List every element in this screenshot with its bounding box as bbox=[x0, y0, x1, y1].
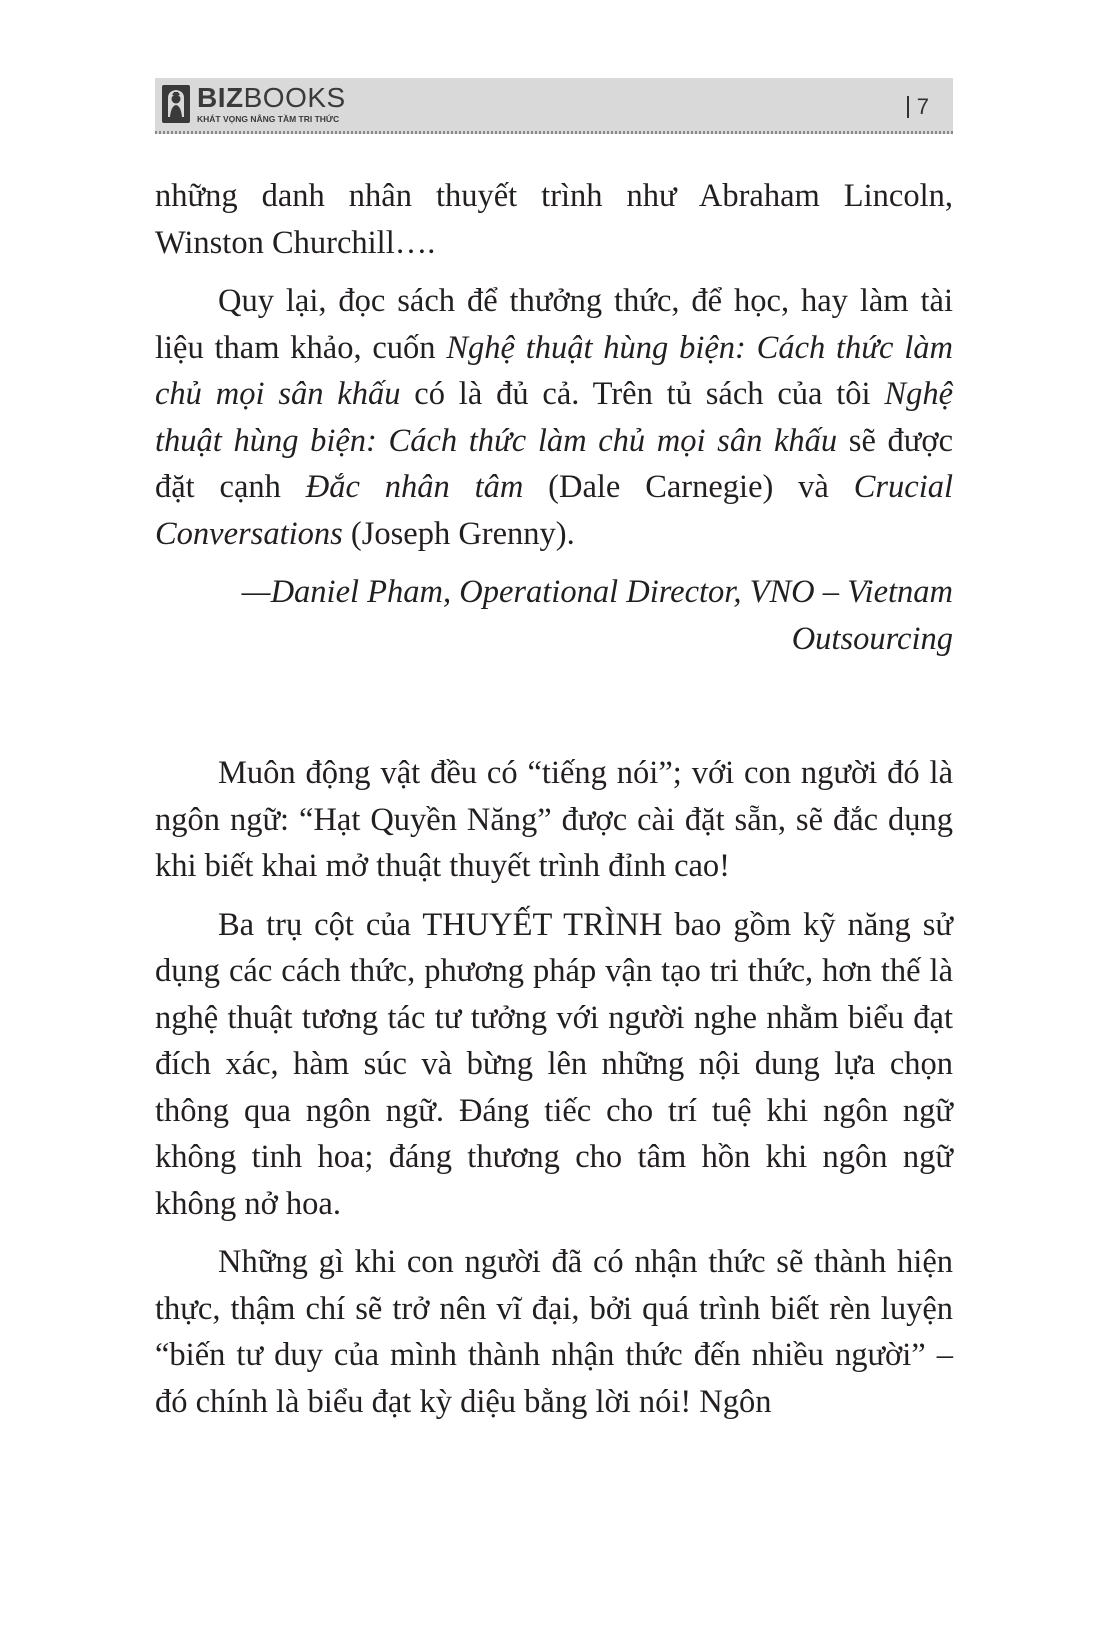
section-gap bbox=[155, 674, 953, 750]
paragraph: Những gì khi con người đã có nhận thức sẽ thành hiện thực, thậm chí sẽ trở nên vĩ đại, bởi quá trình biết rèn luyện “biến tư duy của mình thành nhận thức đến nhiều người” – đó chính là biểu đạt kỳ diệu bằng lời nói! Ngôn bbox=[155, 1244, 953, 1420]
brand-tagline: KHÁT VỌNG NÂNG TẦM TRI THỨC bbox=[197, 114, 340, 125]
bizbooks-logo bbox=[161, 84, 346, 124]
header-divider bbox=[155, 131, 953, 134]
page-header bbox=[155, 78, 953, 134]
book-title: Nghệ thuật hùng biện: Cách thức làm chủ mọi sân khấu bbox=[155, 376, 954, 459]
brand-name: BIZBOOKS bbox=[197, 82, 346, 114]
bizbooks-emblem-icon bbox=[161, 84, 191, 124]
book-title: Đắc nhân tâm bbox=[305, 469, 524, 505]
book-title: Nghệ thuật hùng biện: Cách thức làm chủ mọi sân khấu bbox=[155, 329, 953, 412]
page-number-group bbox=[907, 94, 929, 120]
page-separator bbox=[907, 96, 909, 118]
paragraph: Ba trụ cột của THUYẾT TRÌNH bao gồm kỹ năng sử dụng các cách thức, phương pháp vận tạo tri thức, hơn thế là nghệ thuật tương tác tư tưởng với người nghe nhằm biểu đạt đích xác, hàm súc và bừng lên những nội dung lựa chọn thông qua ngôn ngữ. Đáng tiếc cho trí tuệ khi ngôn ngữ không tinh hoa; đáng thương cho tâm hồn khi ngôn ngữ không nở hoa. bbox=[155, 906, 953, 1222]
paragraph-continuation: những danh nhân thuyết trình như Abraham Lincoln, Winston Churchill…. bbox=[155, 178, 953, 261]
book-title: Crucial Conversations bbox=[155, 469, 953, 552]
page-number: 7 bbox=[916, 94, 929, 119]
paragraph: Muôn động vật đều có “tiếng nói”; với con người đó là ngôn ngữ: “Hạt Quyền Năng” được cài đặt sẵn, sẽ đắc dụng khi biết khai mở thuật thuyết trình đỉnh cao! bbox=[155, 755, 953, 884]
page-body bbox=[155, 173, 953, 1437]
paragraph-review: Quy lại, đọc sách để thưởng thức, để học, hay làm tài liệu tham khảo, cuốn Nghệ thuật hùng biện: Cách thức làm chủ mọi sân khấu có là đủ cả. Trên tủ sách của tôi Nghệ thuật hùng biện: Cách thức làm chủ mọi sân khấu sẽ được đặt cạnh Đắc nhân tâm (Dale Carnegie) và Crucial Conversations (Joseph Grenny). bbox=[155, 283, 954, 552]
quote-attribution: —Daniel Pham, Operational Director, VNO – Vietnam Outsourcing bbox=[241, 574, 953, 657]
